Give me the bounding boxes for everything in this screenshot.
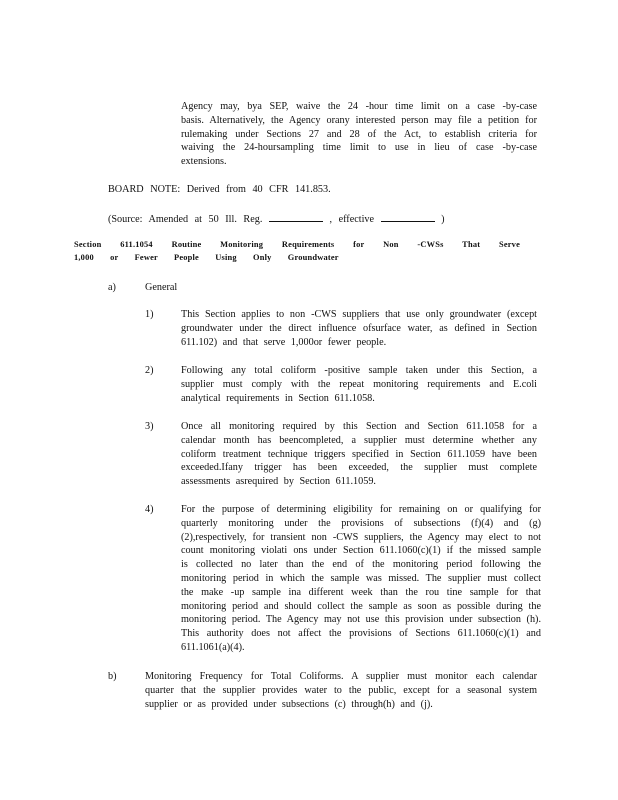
source-suffix: ) xyxy=(441,214,445,225)
item-1-label: 1) xyxy=(145,309,154,320)
section-heading: Section 611.1054 Routine Monitoring Requirements for Non -CWSs That Serve 1,000 or Fewer People Using Only Groundwater xyxy=(74,240,520,262)
blank-effective-line xyxy=(381,211,435,222)
item-2-label: 2) xyxy=(145,365,154,376)
source-note xyxy=(108,211,548,227)
item-4-text: For the purpose of determining eligibility for remaining on or qualifying for quarterly monitoring under the provisions of subsections (f)(4) and (g)(2),respectively, for transient non -CWS suppliers, the Agency may elect to not count monitoring violati ons under Section 611.1060(c)(1) if the missed sample is collected no later than the end of the monitoring period following the monitoring period in which the sample was missed. The supplier must collect the make -up sample ina different week than the rou tine sample for that monitoring period and should collect the sample as soon as possible during the monitoring period. The Agency may not use this provision under subsection (h). This authority does not affect the provisions of Sections 611.1060(c)(1) and 611.1061(a)(4). xyxy=(181,504,541,653)
item-4-label: 4) xyxy=(145,504,154,515)
item-3-text: Once all monitoring required by this Section and Section 611.1058 for a calendar month has beencompleted, a supplier must determine whether any coliform treatment technique triggers specified in Section 611.1059 have been exceeded.Ifany trigger has been exceeded, the supplier must complete assessments asrequired by Section 611.1059. xyxy=(181,421,537,488)
subsection-b-text: Monitoring Frequency for Total Coliforms. A supplier must monitor each calendar quarter that the supplier provides water to the public, except for a seasonal system supplier or as provided under subsections (c) through(h) and (j). xyxy=(145,671,537,710)
blank-register-line xyxy=(269,211,323,222)
subsection-a-title: General xyxy=(145,282,178,293)
source-effective: , effective xyxy=(329,214,375,225)
item-3-label: 3) xyxy=(145,421,154,432)
intro-paragraph: Agency may, bya SEP, waive the 24 -hour time limit on a case -by-case basis. Alternatively, the Agency orany interested person may file a petition for rulemaking under Sections 27 and 28 of the Act, to establish criteria for waiving the 24-hoursampling time limit to use in lieu of case -by-case extensions. xyxy=(181,101,537,168)
source-prefix: (Source: Amended at 50 Ill. Reg. xyxy=(108,214,263,225)
subsection-a-label: a) xyxy=(108,282,116,293)
item-1-text: This Section applies to non -CWS suppliers that use only groundwater (except groundwater under the direct influence ofsurface water, as defined in Section 611.102) and that serve 1,000or fewer people. xyxy=(181,309,537,348)
subsection-b-label: b) xyxy=(108,671,117,682)
item-2-text: Following any total coliform -positive sample taken under this Section, a supplier must comply with the repeat monitoring requirements and E.coli analytical requirements in Section 611.1058. xyxy=(181,365,537,404)
board-note: BOARD NOTE: Derived from 40 CFR 141.853. xyxy=(108,184,331,195)
